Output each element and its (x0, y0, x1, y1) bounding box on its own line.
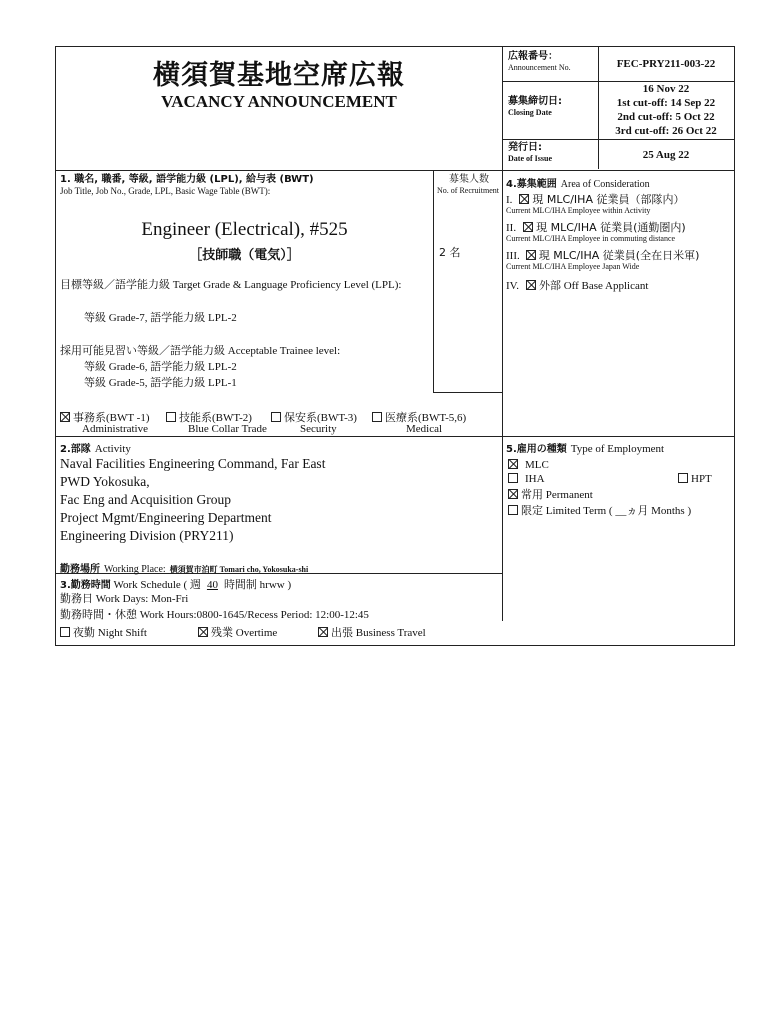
consideration-item-4[interactable] (506, 276, 648, 294)
checkbox-icon[interactable] (372, 412, 382, 422)
announcement-no-label-jp: 広報番号： (508, 51, 558, 62)
checkbox-icon[interactable] (508, 473, 518, 483)
working-place-label-jp: 勤務場所 (60, 564, 100, 575)
bwt-blue-collar-en: Blue Collar Trade (188, 423, 267, 435)
bwt-administrative-en: Administrative (82, 423, 148, 435)
employment-hpt[interactable] (678, 469, 712, 487)
consideration-jp-4: 外部 Off Base Applicant (538, 280, 649, 292)
job-section-label-en: Job Title, Job No., Grade, LPL, Basic Wage Table (BWT): (60, 186, 271, 196)
target-level-label: 目標等級／語学能力級 Target Grade & Language Proficiency Level (LPL): (60, 279, 402, 291)
recruitment-divider (433, 170, 434, 392)
announcement-no-label (508, 51, 571, 73)
title-jp: 横須賀基地空席広報 (153, 60, 405, 91)
checkbox-checked-icon[interactable] (508, 489, 518, 499)
consideration-label-jp: 4.募集範囲 (506, 179, 557, 190)
activity-line-5: Engineering Division (PRY211) (60, 528, 234, 543)
consideration-label-en: Area of Consideration (560, 179, 650, 190)
activity-label-en: Activity (94, 443, 131, 455)
checkbox-icon[interactable] (678, 473, 688, 483)
recruitment-bottom-divider (433, 392, 502, 393)
header-bottom-divider (56, 170, 734, 171)
employment-label-jp: 5.雇用の種類 (506, 444, 567, 455)
consideration-jp-3: 現 MLC/IHA 従業員(全在日米軍) (538, 249, 700, 262)
consideration-prefix-2: II. (506, 222, 517, 234)
employment-limited[interactable] (508, 501, 691, 519)
employment-iha-label: IHA (525, 473, 545, 485)
business-travel-option[interactable] (318, 623, 426, 641)
closing-dates (598, 82, 734, 138)
closing-date-final: 16 Nov 22 (642, 83, 690, 95)
night-shift-option[interactable] (60, 623, 147, 641)
activity-line-2: PWD Yokosuka, (60, 474, 150, 489)
overtime-option[interactable] (198, 623, 277, 641)
bwt-administrative-jp: 事務系(BWT -1) (73, 412, 150, 424)
bwt-medical-jp: 医療系(BWT-5,6) (385, 412, 467, 424)
working-place-label-en: Working Place: (104, 564, 166, 575)
issue-date-value: 25 Aug 22 (642, 149, 690, 161)
trainee-level-label: 採用可能見習い等級／語学能力級 Acceptable Trainee level: (60, 345, 341, 357)
consideration-prefix-3: III. (506, 250, 520, 262)
activity-line-4: Project Mgmt/Engineering Department (60, 510, 272, 525)
consideration-jp-1: 現 MLC/IHA 従業員（部隊内） (532, 193, 685, 206)
checkbox-icon[interactable] (271, 412, 281, 422)
employment-hpt-label: HPT (691, 473, 712, 485)
working-place (60, 559, 308, 577)
consideration-prefix-4: IV. (506, 280, 519, 292)
consideration-en-3: Current MLC/IHA Employee Japan Wide (506, 262, 640, 271)
consideration-en-1: Current MLC/IHA Employee within Activity (506, 206, 651, 215)
work-hours-visible: 勤務時間・休憩 Work Hours:0800-1645/Recess Period: 12:00-12:45 (60, 609, 369, 621)
business-travel-option-label: 出張 Business Travel (331, 627, 426, 639)
cutoff-2: 2nd cut-off: 5 Oct 22 (617, 111, 715, 123)
closing-date-label-en: Closing Date (508, 108, 552, 117)
job-section-label-jp: 1. 職名, 職番, 等級, 語学能力級 (LPL), 給与表 (BWT) (60, 174, 314, 185)
employment-mlc-label: MLC (525, 459, 549, 471)
bwt-blue-collar-jp: 技能系(BWT-2) (179, 412, 252, 424)
employment-permanent-label: 常用 Permanent (521, 489, 593, 501)
recruitment-label-jp: 募集人数 (449, 174, 489, 185)
checkbox-checked-icon[interactable] (318, 627, 328, 637)
trainee-level-value-2: 等級 Grade-5, 語学能力級 LPL-1 (84, 377, 237, 389)
checkbox-checked-icon[interactable] (198, 627, 208, 637)
checkbox-icon[interactable] (508, 505, 518, 515)
cutoff-1: 1st cut-off: 14 Sep 22 (616, 97, 716, 109)
schedule-hours-suffix: 時間制 hrww ) (223, 579, 292, 591)
trainee-level-value-1: 等級 Grade-6, 語学能力級 LPL-2 (84, 361, 237, 373)
bwt-security-en: Security (300, 423, 337, 435)
schedule-label-en: Work Schedule (113, 579, 181, 591)
job-title-en: Engineer (Electrical), #525 (141, 219, 348, 240)
target-level-value: 等級 Grade-7, 語学能力級 LPL-2 (84, 312, 237, 324)
checkbox-icon[interactable] (60, 627, 70, 637)
vacancy-announcement-form (55, 46, 735, 646)
recruitment-label-en: No. of Recruitment (437, 186, 499, 195)
activity-lines (60, 455, 500, 545)
schedule-hours-value: 40 (206, 579, 218, 591)
checkbox-icon[interactable] (166, 412, 176, 422)
recruitment-label (437, 173, 501, 196)
closing-date-label-jp: 募集締切日: (508, 96, 562, 107)
work-days: 勤務日 Work Days: Mon-Fri (60, 593, 189, 605)
bwt-medical-en: Medical (406, 423, 443, 435)
issue-date-label-en: Date of Issue (508, 154, 552, 163)
activity-line-3: Fac Eng and Acquisition Group (60, 492, 231, 507)
activity-label-jp: 2.部隊 (60, 444, 91, 455)
schedule-hours-prefix: ( 週 (183, 579, 201, 591)
title-en: VACANCY ANNOUNCEMENT (161, 92, 397, 111)
main-vertical-divider (502, 47, 503, 621)
job-section-label (60, 173, 432, 197)
consideration-en-2: Current MLC/IHA Employee in commuting distance (506, 234, 676, 243)
issue-date-label (508, 142, 552, 164)
announcement-no-value: FEC-PRY211-003-22 (616, 58, 716, 70)
bwt-security-jp: 保安系(BWT-3) (284, 412, 357, 424)
section-divider (56, 436, 734, 437)
night-shift-option-label: 夜勤 Night Shift (73, 627, 147, 639)
overtime-option-label: 残業 Overtime (211, 627, 278, 639)
checkbox-checked-icon[interactable] (508, 459, 518, 469)
schedule-label (60, 576, 291, 592)
header-row-divider-2 (502, 139, 734, 140)
announcement-no-label-en: Announcement No. (508, 63, 571, 72)
checkbox-checked-icon[interactable] (523, 222, 533, 232)
checkbox-checked-icon[interactable] (526, 280, 536, 290)
checkbox-checked-icon[interactable] (60, 412, 70, 422)
activity-line-1: Naval Facilities Engineering Command, Far East (60, 456, 326, 471)
consideration-jp-2: 現 MLC/IHA 従業員(通勤圏内) (536, 221, 686, 234)
schedule-label-jp: 3.勤務時間 (60, 580, 111, 591)
employment-limited-label: 限定 Limited Term ( __ヵ月 Months ) (521, 505, 692, 517)
issue-date-label-jp: 発行日: (508, 142, 542, 153)
recruitment-count: 2 名 (439, 246, 461, 259)
job-title-jp: ［技師職（電気）］ (189, 248, 300, 263)
checkbox-checked-icon[interactable] (526, 250, 536, 260)
consideration-prefix-1: I. (506, 194, 513, 206)
checkbox-checked-icon[interactable] (519, 194, 529, 204)
closing-date-label (508, 96, 562, 118)
employment-label-en: Type of Employment (570, 443, 665, 455)
cutoff-3: 3rd cut-off: 26 Oct 22 (615, 125, 717, 137)
working-place-value: 横須賀市泊町 Tomari cho, Yokosuka-shi (169, 565, 309, 574)
